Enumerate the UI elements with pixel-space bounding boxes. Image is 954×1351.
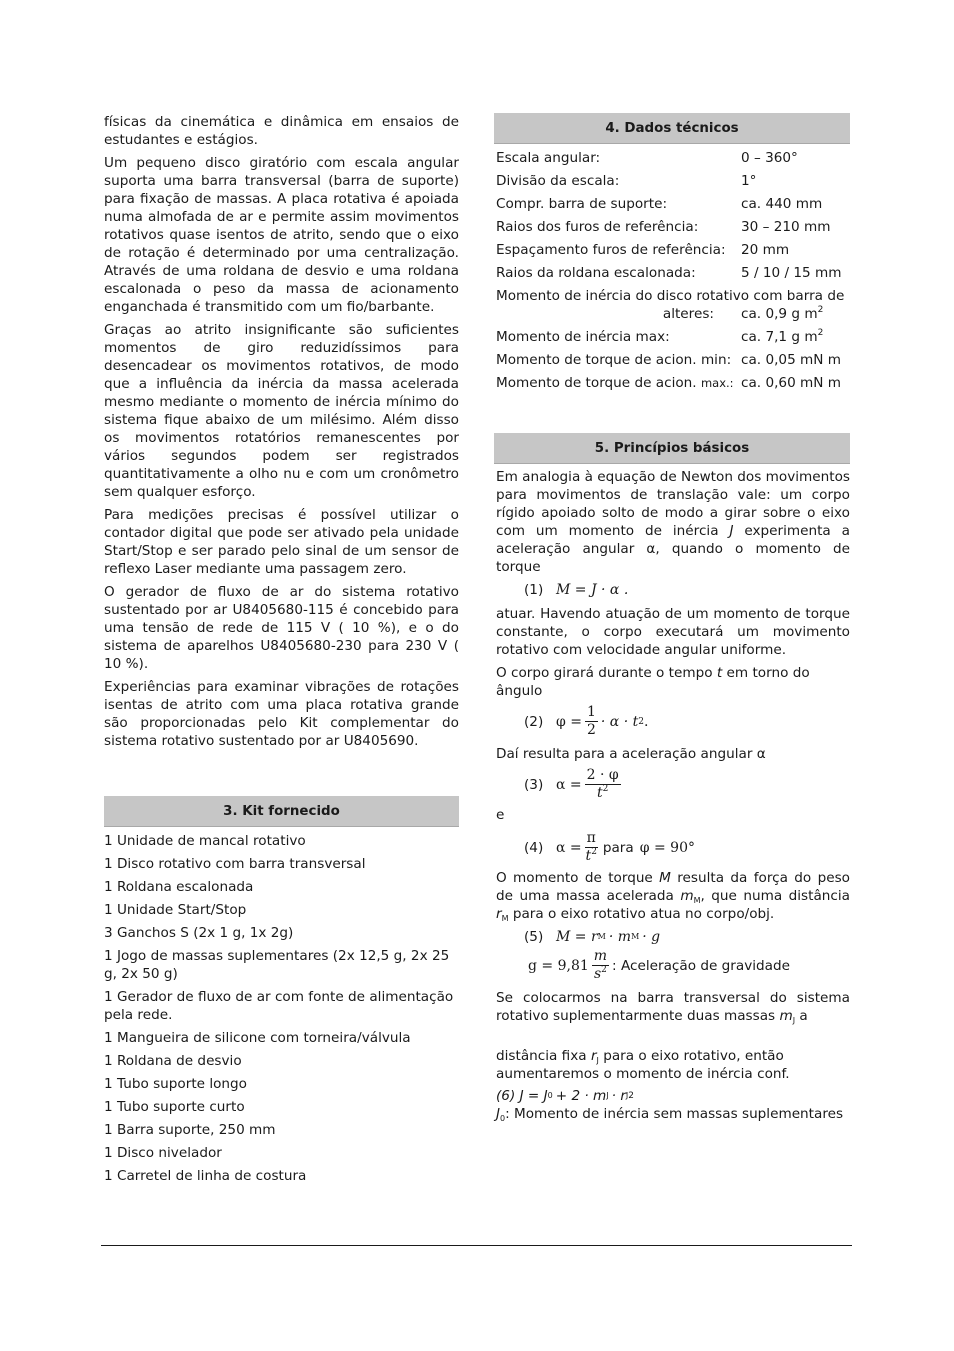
tech-row — [496, 172, 850, 190]
tech-row — [496, 195, 850, 213]
tech-label: Espaçamento furos de referência: — [496, 242, 726, 258]
kit-item: 1 Unidade de mancal rotativo — [104, 833, 306, 849]
tech-value: ca. 7,1 g m — [741, 329, 818, 345]
tech-label: Divisão da escala: — [496, 173, 620, 189]
intro-paragraph: físicas da cinemática e dinâmica em ensaios de estudantes e estágios. — [104, 114, 459, 148]
kit-item: 1 Disco rotativo com barra transversal — [104, 856, 366, 872]
kit-item: 1 Carretel de linha de costura — [104, 1168, 307, 1184]
principles-paragraph: distância fixa $r_J$ para o eixo rotativo, então aumentaremos o momento de inércia conf. — [496, 1048, 790, 1082]
kit-item: 1 Jogo de massas suplementares (2x 12,5 g, 2x 25 g, 2x 50 g) — [104, 948, 450, 982]
kit-item: 1 Roldana escalonada — [104, 879, 254, 895]
tech-label: Compr. barra de suporte: — [496, 196, 668, 212]
principles-body — [494, 464, 850, 1123]
voltage-paragraph: O gerador de fluxo de ar do sistema rotativo sustentado por ar U8405680-115 é concebido para uma tensão de rede de 115 V ( 10 %), e o do sistema de aparelhos U8405680-230 para 230 V ( 10 %). — [104, 584, 459, 672]
tech-section-heading: 4. Dados técnicos — [494, 113, 850, 144]
tech-row — [496, 241, 850, 259]
kit-item: 1 Disco nivelador — [104, 1145, 222, 1161]
tech-label: Escala angular: — [496, 150, 601, 166]
equation-2: (2) φ = $\frac{1}{2}$ · α · t 2 . — [524, 704, 649, 738]
principles-paragraph: Se colocarmos na barra transversal do sistema rotativo suplementarmente duas massas $m_J$ a — [496, 990, 850, 1025]
tech-value-exponent: 2 — [817, 328, 824, 338]
tech-table — [494, 149, 850, 392]
tech-label-cont: alteres: — [662, 306, 714, 322]
kit-item: 3 Ganchos S (2x 1 g, 1x 2g) — [104, 925, 294, 941]
tech-value: 0 – 360° — [741, 150, 798, 166]
principles-paragraph: $J_0$: Momento de inércia sem massas suplementares — [496, 1106, 844, 1123]
tech-value: ca. 440 mm — [741, 196, 823, 212]
tech-row-wrapped — [496, 287, 850, 323]
tech-value: ca. 0,05 mN m — [741, 352, 842, 368]
kit-item: 1 Tubo suporte curto — [104, 1099, 245, 1115]
tech-label-small: max.: — [700, 376, 734, 390]
kit-item: 1 Mangueira de silicone com torneira/válvula — [104, 1030, 411, 1046]
tech-label: Momento de torque de acion. min: — [496, 352, 732, 368]
tech-value: 30 – 210 mm — [741, 219, 831, 235]
tech-value: 20 mm — [741, 242, 790, 258]
equation-3: (3) α = $\frac{2 \cdot \varphi}{t^2}$ — [524, 767, 619, 801]
tech-value: ca. 0,9 g m — [741, 306, 818, 322]
right-column — [494, 113, 850, 1123]
tech-value-exponent: 2 — [817, 305, 824, 315]
tech-label: Momento de inércia do disco rotativo com barra de — [496, 288, 845, 304]
kit-section-heading: 3. Kit fornecido — [104, 796, 459, 827]
principles-paragraph: e — [496, 807, 505, 823]
tech-row — [496, 374, 850, 392]
tech-value: 5 / 10 / 15 mm — [741, 265, 842, 281]
equation-4: (4) α = $\frac{\pi}{t^2}$ para φ = 90° — [524, 830, 695, 864]
kit-item: 1 Roldana de desvio — [104, 1053, 242, 1069]
tech-label: Momento de inércia max: — [496, 329, 670, 345]
tech-label: Momento de torque de acion. — [496, 375, 697, 391]
kit-list — [104, 832, 459, 1185]
tech-value: 1° — [741, 173, 757, 189]
equation-6: (6) J = J 0 + 2 · m J · r J 2 — [496, 1088, 634, 1104]
kit-item: 1 Tubo suporte longo — [104, 1076, 247, 1092]
principles-section-heading: 5. Princípios básicos — [494, 433, 850, 464]
experiments-paragraph: Experiências para examinar vibrações de rotações isentas de atrito com uma placa rotativa grande são proporcionadas pelo Kit complementar do sistema rotativo sustentado por ar U8405690. — [104, 679, 459, 749]
left-column — [104, 113, 459, 1185]
tech-row — [496, 351, 850, 369]
tech-row — [496, 218, 850, 236]
principles-paragraph: atuar. Havendo atuação de um momento de torque constante, o corpo executará um movimento rotativo com velocidade angular uniforme. — [496, 606, 850, 658]
tech-row — [496, 328, 850, 346]
kit-item: 1 Unidade Start/Stop — [104, 902, 247, 918]
equation-1: (1) M = J · α . — [524, 582, 629, 598]
equation-gravity: g = 9,81 $\frac{m}{s^2}$ : Aceleração de gravidade — [528, 948, 790, 982]
footer-rule — [101, 1245, 852, 1246]
tech-value: ca. 0,60 mN m — [741, 375, 842, 391]
tech-row — [496, 264, 850, 282]
tech-row — [496, 149, 850, 167]
measurement-paragraph: Para medições precisas é possível utilizar o contador digital que pode ser ativado pela unidade Start/Stop e ser parado pelo sinal de um sensor de reflexo Laser mediante uma passagem zero. — [104, 507, 459, 577]
equation-5: (5) M = r M · m M · g — [524, 929, 661, 945]
principles-paragraph: O momento de torque M resulta da força do peso de uma massa acelerada $m_M$, que numa distância $r_M$ para o eixo rotativo atua no corpo/obj. — [496, 870, 850, 923]
principles-paragraph: Daí resulta para a aceleração angular α — [496, 746, 766, 762]
principles-paragraph: O corpo girará durante o tempo t em torno do ângulo — [496, 665, 810, 699]
friction-paragraph: Graças ao atrito insignificante são suficientes momentos de giro reduzidíssimos para desencadear os movimentos rotativos, de modo que a influência da inércia da massa acelerada mesmo mediante o momento de inércia mínimo do sistema fique abaixo de um milésimo. Além disso os movimentos rotatórios remanescentes por vários segundos podem ser registrados quantitativamente a olho nu e com um cronômetro sem qualquer esforço. — [104, 322, 459, 500]
description-paragraph: Um pequeno disco giratório com escala angular suporta uma barra transversal (barra de suporte) para fixação de massas. A placa rotativa é apoiada numa almofada de ar e permite assim movimentos rotativos quase isentos de atrito, sendo que o eixo de rotação é determinado por uma centralização. Através de uma roldana de desvio e uma roldana escalonada o peso da massa de acionamento enganchada é transmitido com um fio/barbante. — [104, 155, 459, 315]
kit-item: 1 Gerador de fluxo de ar com fonte de alimentação pela rede. — [104, 989, 454, 1023]
tech-label: Raios da roldana escalonada: — [496, 265, 696, 281]
principles-paragraph: Em analogia à equação de Newton dos movimentos para movimentos de translação vale: um corpo rígido apoiado solto de modo a girar sobre o eixo com um momento de inércia J experimenta a aceleração angular α, quando o momento de torque — [496, 469, 850, 575]
tech-label: Raios dos furos de referência: — [496, 219, 699, 235]
kit-item: 1 Barra suporte, 250 mm — [104, 1122, 276, 1138]
